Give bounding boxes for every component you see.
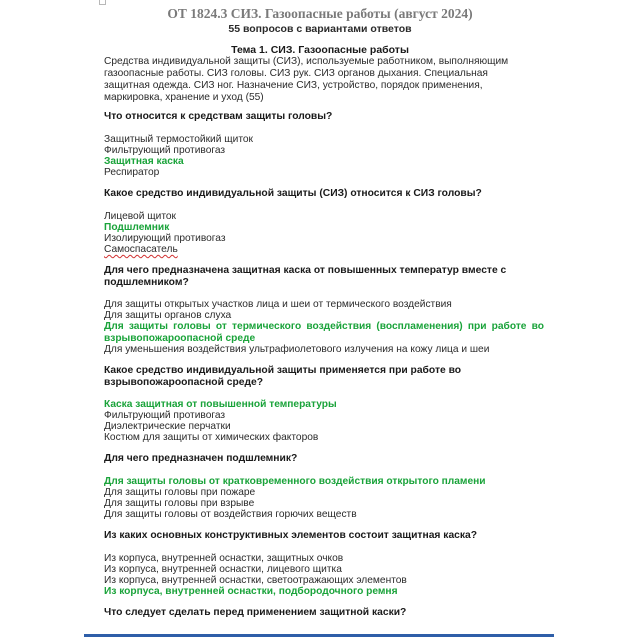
question-5: Для чего предназначен подшлемник? — [104, 453, 298, 464]
answer-option — [104, 244, 544, 256]
topic-title: Тема 1. СИЗ. Газоопасные работы — [231, 44, 409, 56]
spellcheck-flagged-word: Самоспасатель — [104, 244, 178, 255]
page-bottom-rule — [84, 634, 554, 637]
document-subtitle: 55 вопросов с вариантами ответов — [228, 23, 412, 35]
answer-option: Для защиты головы при пожаре — [104, 487, 256, 498]
correct-answer: Каска защитная от повышенной температуры — [104, 399, 337, 410]
question-6: Из каких основных конструктивных элементов состоит защитная каска? — [104, 530, 478, 541]
answer-option: Для защиты головы при взрыве — [104, 498, 255, 509]
answer-option: Фильтрующий противогаз — [104, 145, 226, 156]
answer-option: Из корпуса, внутренней оснастки, лицевого щитка — [104, 564, 342, 575]
answer-option: Из корпуса, внутренней оснастки, защитных очков — [104, 553, 344, 564]
answer-option: Фильтрующий противогаз — [104, 410, 226, 421]
answer-option: Для защиты открытых участков лица и шеи от термического воздействия — [104, 299, 452, 310]
answer-option: Из корпуса, внутренней оснастки, светоотражающих элементов — [104, 575, 407, 586]
page-corner-mark — [99, 0, 106, 5]
correct-answer: Из корпуса, внутренней оснастки, подбородочного ремня — [104, 586, 398, 597]
answer-option: Для уменьшения воздействия ультрафиолетового излучения на кожу лица и шеи — [104, 344, 490, 355]
answer-option: Лицевой щиток — [104, 211, 176, 222]
correct-answer: Защитная каска — [104, 156, 184, 167]
question-3: Для чего предназначена защитная каска от повышенных температур вместе с подшлемником? — [104, 265, 507, 288]
document-title: ОТ 1824.3 СИЗ. Газоопасные работы (август 2024) — [167, 6, 473, 21]
correct-answer: Подшлемник — [104, 222, 170, 233]
question-4: Какое средство индивидуальной защиты применяется при работе во взрывопожароопасной среде? — [104, 365, 462, 388]
question-1: Что относится к средствам защиты головы? — [104, 111, 333, 122]
topic-description: Средства индивидуальной защиты (СИЗ), используемые работником, выполняющим газоопасные работы. СИЗ головы. СИЗ рук. СИЗ органов дыхания. Специальная защитная одежда. СИЗ ног. Назначение СИЗ, устройство, порядок применения, маркировка, хранение и уход (55) — [104, 56, 509, 103]
answer-option: Защитный термостойкий щиток — [104, 134, 253, 145]
question-2: Какое средство индивидуальной защиты (СИЗ) относится к СИЗ головы? — [104, 188, 482, 199]
answer-option: Респиратор — [104, 167, 160, 178]
correct-answer: Для защиты головы от термического воздействия (воспламенения) при работе во взрывопожароопасной среде — [104, 321, 544, 344]
question-7: Что следует сделать перед применением защитной каски? — [104, 607, 407, 618]
correct-answer: Для защиты головы от кратковременного воздействия открытого пламени — [104, 476, 486, 487]
answer-option: Для защиты органов слуха — [104, 310, 232, 321]
answer-option: Диэлектрические перчатки — [104, 421, 231, 432]
answer-option: Для защиты головы от воздействия горючих веществ — [104, 509, 357, 520]
answer-option: Костюм для защиты от химических факторов — [104, 432, 319, 443]
answer-option: Изолирующий противогаз — [104, 233, 226, 244]
